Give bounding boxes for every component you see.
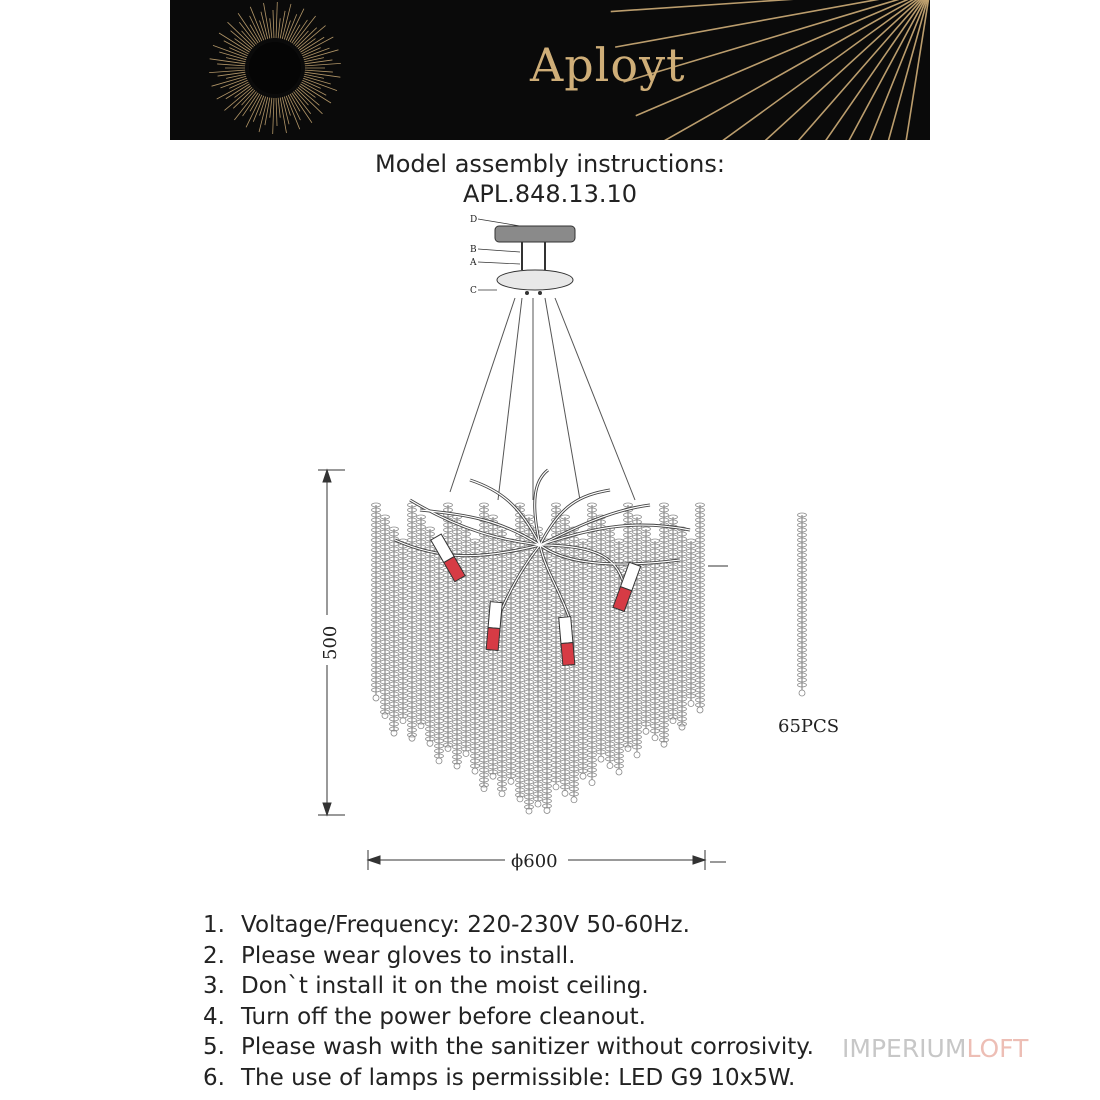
- model-number: APL.848.13.10: [462, 180, 638, 208]
- diameter-label: ϕ600: [511, 851, 558, 872]
- single-pendant-detail: [798, 513, 807, 696]
- label-d: D: [470, 215, 478, 225]
- list-item: 5. Please wash with the sanitizer without corrosivity.: [203, 1034, 814, 1060]
- height-label: 500: [320, 625, 341, 660]
- brand-name: Aployt: [530, 38, 686, 92]
- mounting-plate: [497, 270, 573, 290]
- ceiling-canopy: [495, 226, 575, 242]
- page-title: Model assembly instructions:: [375, 150, 725, 178]
- list-item: 1. Voltage/Frequency: 220-230V 50-60Hz.: [203, 912, 690, 938]
- list-item: 3. Don`t install it on the moist ceiling.: [203, 973, 649, 999]
- suspension-wires: [450, 298, 635, 500]
- pendant-count: 65PCS: [778, 716, 840, 737]
- list-item: 6. The use of lamps is permissible: LED G9 10x5W.: [203, 1064, 796, 1091]
- list-item: 4. Turn off the power before cleanout.: [203, 1003, 646, 1030]
- list-item: 2. Please wear gloves to install.: [203, 942, 576, 969]
- watermark: IMPERIUMLOFT: [842, 1034, 1029, 1063]
- instruction-list: [203, 910, 814, 1093]
- label-c: C: [470, 286, 477, 296]
- label-a: A: [470, 258, 477, 268]
- label-b: B: [470, 245, 477, 255]
